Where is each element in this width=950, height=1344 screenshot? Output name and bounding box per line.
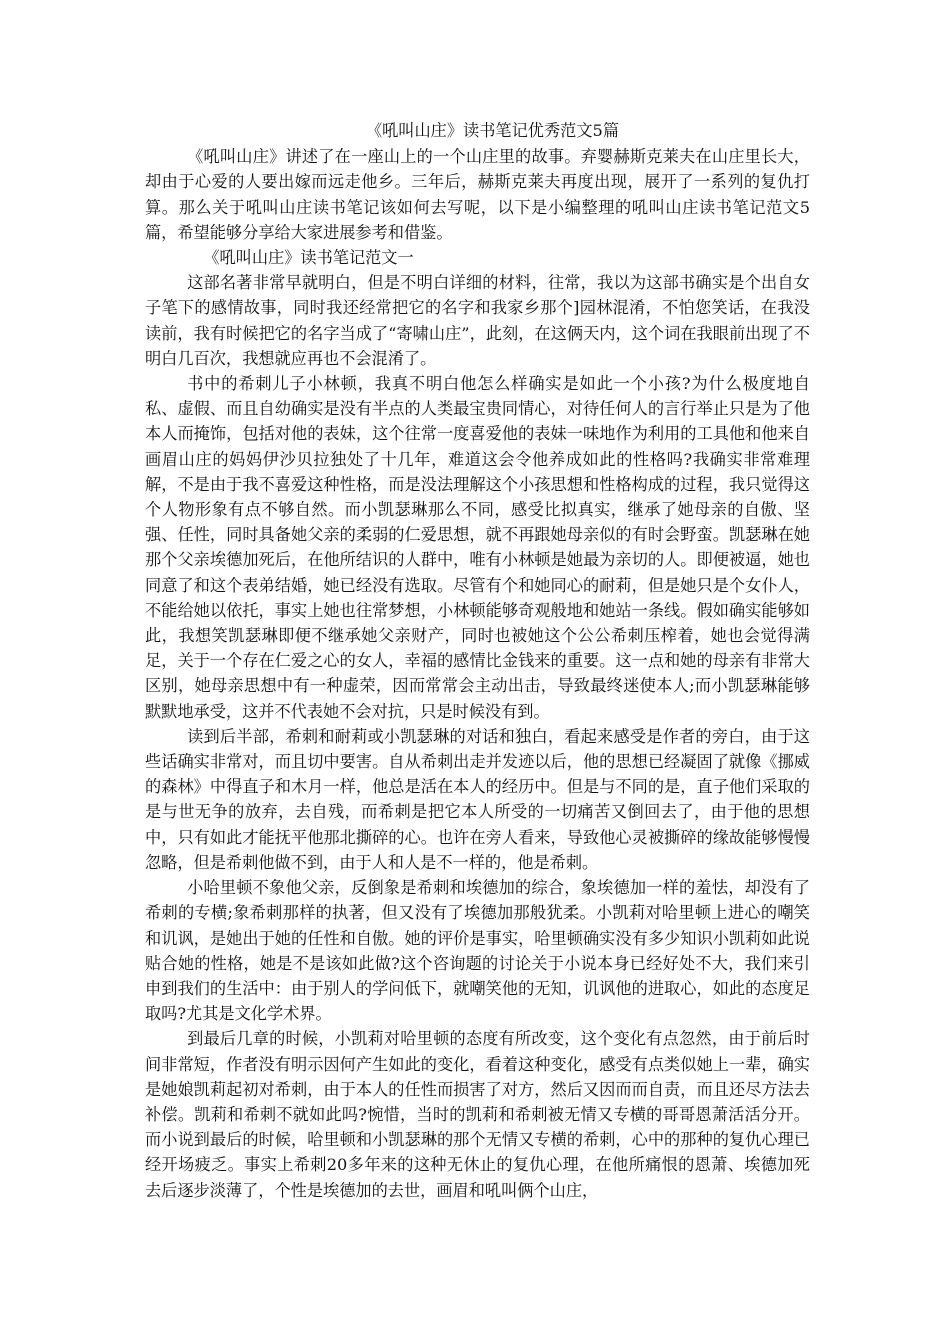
body-paragraph: 到最后几章的时候，小凯莉对哈里顿的态度有所改变，这个变化有点忽然，由于前后时间非常短，作者没有明示因何产生如此的变化，看着这种变化，感受有点类似她上一辈，确实是她娘凯莉起初对希刺，由于本人的任性而损害了对方，然后又因而而自责，而且还尽方法去补偿。凯莉和希刺不就如此吗?惋惜，当时的凯莉和希刺被无情又专横的哥哥恩萧活活分开。而小说到最后的时候，哈里顿和小凯瑟琳的那个无情又专横的希刺，心中的那种的复仇心理已经开场疲乏。事实上希刺20多年来的这种无休止的复仇心理，在他所痛恨的恩萧、埃德加死去后逐步淡薄了，个性是埃德加的去世，画眉和吼叫俩个山庄，: [145, 1029, 810, 1200]
section-title: 《吼叫山庄》读书笔记范文一: [203, 248, 414, 268]
body-paragraph: 书中的希刺儿子小林顿，我真不明白他怎么样确实是如此一个小孩?为什么极度地自私、虚假、而且自幼确实是没有半点的人类最宝贵同情心，对待任何人的言行举止只是为了他本人而掩饰，包括对他的表妹，这个往常一度喜爱他的表妹一味地作为利用的工具他和他来自画眉山庄的妈妈伊沙贝拉独处了十几年，难道这会令他养成如此的性格吗?我确实非常难理解，不是由于我不喜爱这种性格，而是没法理解这个小孩思想和性格构成的过程，我只觉得这个人物形象有点不够自然。而小凯瑟琳那么不同，感受比拟真实，继承了她母亲的自傲、坚强、任性，同时具备她父亲的柔弱的仁爱思想，就不再跟她母亲似的有时会野蛮。凯瑟琳在她那个父亲埃德加死后，在他所结识的人群中，唯有小林顿是她最为亲切的人。即便被逼，她也同意了和这个表弟结婚，她已经没有选取。尽管有个和她同心的耐莉，但是她只是个女仆人，不能给她以依托，事实上她也往常梦想，小林顿能够奇观般地和她站一条线。假如确实能够如此，我想笑凯瑟琳即便不继承她父亲财产，同时也被她这个公公希刺压榨着，她也会觉得满足，关于一个存在仁爱之心的女人，幸福的感情比金钱来的重要。这一点和她的母亲有非常大区别，她母亲思想中有一种虚荣，因而常常会主动出击，导致最终迷使本人;而小凯瑟琳能够默默地承受，这并不代表她不会对抗，只是时候没有到。: [145, 374, 810, 721]
document-page: [145, 118, 810, 1203]
body-paragraph: 读到后半部，希刺和耐莉或小凯瑟琳的对话和独白，看起来感受是作者的旁白，由于这些话确实非常对，而且切中要害。自从希刺出走并发迹以后，他的思想已经凝固了就像《挪威的森林》中得直子和木月一样，他总是活在本人的经历中。但是与不同的是，直子他们采取的是与世无争的放弃，去自残，而希刺是把它本人所受的一切痛苦又倒回去了，由于他的思想中，只有如此才能抚平他那北撕碎的心。也许在旁人看来，导致他心灵被撕碎的缘故能够慢慢忽略，但是希刺他做不到，由于人和人是不一样的，他是希刺。: [145, 726, 810, 872]
body-paragraph: 小哈里顿不象他父亲，反倒象是希刺和埃德加的综合，象埃德加一样的羞怯，却没有了希刺的专横;象希刺那样的执著，但又没有了埃德加那般犹柔。小凯莉对哈里顿上进心的嘲笑和讥讽，是她出于她的任性和自傲。她的评价是事实，哈里顿确实没有多少知识小凯莉如此说贴合她的性格，她是不是该如此做?这个咨询题的讨论关于小说本身已经好处不大，我们来引申到我们的生活中：由于别人的学问低下，就嘲笑他的无知，讥讽他的进取心，如此的态度足取吗?尤其是文化学术界。: [145, 878, 810, 1024]
document-title: 《吼叫山庄》读书笔记优秀范文5篇: [365, 121, 620, 140]
intro-paragraph: 《吼叫山庄》讲述了在一座山上的一个山庄里的故事。弃婴赫斯克莱夫在山庄里长大，却由于心爱的人要出嫁而远走他乡。三年后，赫斯克莱夫再度出现，展开了一系列的复仇打算。那么关于吼叫山庄读书笔记该如何去写呢，以下是小编整理的吼叫山庄读书笔记范文5篇，希望能够分享给大家进展参考和借鉴。: [145, 147, 810, 242]
body-paragraph: 这部名著非常早就明白，但是不明白详细的材料，往常，我以为这部书确实是个出自女子笔下的感情故事，同时我还经常把它的名字和我家乡那个]园林混淆，不怕您笑话，在我没读前，我有时候把它的名字当成了“寄啸山庄”，此刻，在这俩天内，这个词在我眼前出现了不明白几百次，我想就应再也不会混淆了。: [145, 273, 810, 368]
